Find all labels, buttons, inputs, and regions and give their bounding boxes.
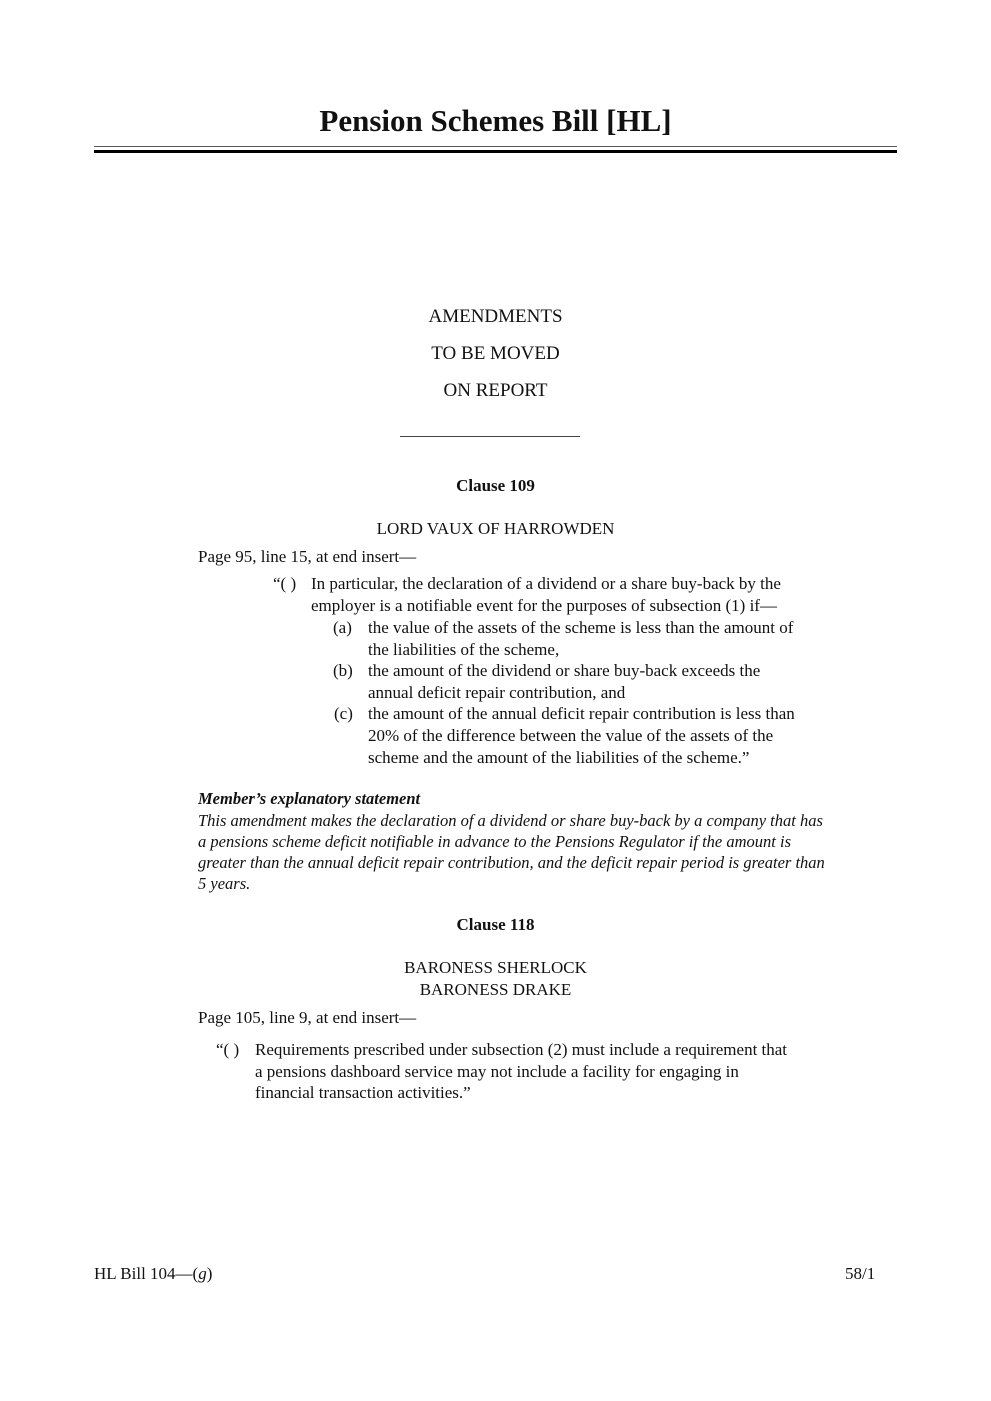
item-text-c: scheme and the amount of the liabilities of the scheme.” bbox=[368, 748, 750, 767]
explanatory-statement-text: greater than the annual deficit repair contribution, and the deficit repair period is greater than bbox=[198, 853, 825, 872]
clause-heading-118: Clause 118 bbox=[456, 915, 535, 934]
intro-line-on-report: ON REPORT bbox=[443, 380, 548, 401]
page-reference: 58/1 bbox=[845, 1264, 876, 1283]
item-text-c: 20% of the difference between the value of the assets of the bbox=[368, 726, 774, 745]
member-name: BARONESS SHERLOCK bbox=[404, 958, 587, 977]
amendment-text-line: a pensions dashboard service may not include a facility for engaging in bbox=[255, 1062, 739, 1081]
open-quote-mark: “( ) bbox=[273, 574, 297, 593]
amendment-instruction: Page 95, line 15, at end insert— bbox=[198, 547, 417, 566]
amendment-text-line: In particular, the declaration of a dividend or a share buy-back by the bbox=[311, 574, 781, 593]
intro-line-amendments: AMENDMENTS bbox=[428, 306, 563, 327]
bill-title: Pension Schemes Bill [HL] bbox=[319, 103, 672, 138]
title-rule-thin bbox=[94, 146, 897, 147]
item-label-c: (c) bbox=[334, 704, 353, 723]
item-label-b: (b) bbox=[333, 661, 353, 680]
explanatory-statement-text: This amendment makes the declaration of a dividend or share buy-back by a company that has bbox=[198, 811, 823, 830]
amendment-instruction: Page 105, line 9, at end insert— bbox=[198, 1008, 417, 1027]
bill-reference-suffix: ) bbox=[206, 1264, 213, 1283]
item-text-a: the value of the assets of the scheme is less than the amount of bbox=[368, 618, 794, 637]
item-label-a: (a) bbox=[333, 618, 352, 637]
item-text-c: the amount of the annual deficit repair contribution is less than bbox=[368, 704, 795, 723]
explanatory-statement-text: 5 years. bbox=[198, 874, 251, 893]
section-divider bbox=[400, 436, 580, 437]
bill-reference-letter: g bbox=[198, 1264, 207, 1283]
amendment-text-line: Requirements prescribed under subsection (2) must include a requirement that bbox=[255, 1040, 788, 1059]
title-rule-thick bbox=[94, 150, 897, 153]
open-quote-mark: “( ) bbox=[216, 1040, 240, 1059]
explanatory-statement-heading: Member’s explanatory statement bbox=[198, 789, 421, 808]
bill-reference-prefix: HL Bill 104—( bbox=[94, 1264, 199, 1283]
member-name: LORD VAUX OF HARROWDEN bbox=[376, 519, 615, 538]
item-text-a: the liabilities of the scheme, bbox=[368, 640, 560, 659]
amendment-text-line: employer is a notifiable event for the purposes of subsection (1) if— bbox=[311, 596, 777, 615]
amendment-text-line: financial transaction activities.” bbox=[255, 1083, 471, 1102]
intro-line-to-be-moved: TO BE MOVED bbox=[431, 343, 560, 364]
item-text-b: annual deficit repair contribution, and bbox=[368, 683, 626, 702]
explanatory-statement-text: a pensions scheme deficit notifiable in advance to the Pensions Regulator if the amount is bbox=[198, 832, 791, 851]
item-text-b: the amount of the dividend or share buy-back exceeds the bbox=[368, 661, 761, 680]
clause-heading-109: Clause 109 bbox=[456, 476, 535, 495]
bill-reference bbox=[94, 1264, 212, 1284]
member-name: BARONESS DRAKE bbox=[419, 980, 572, 999]
